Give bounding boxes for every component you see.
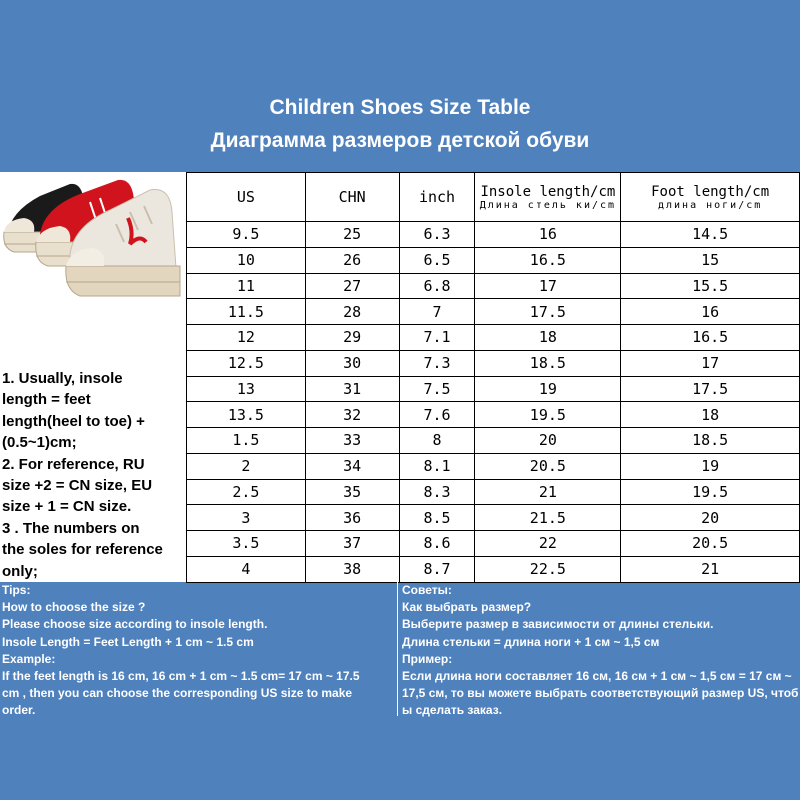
shoe-photo	[0, 172, 186, 312]
header-insole-en: Insole length/cm	[480, 183, 616, 200]
cell-chn: 33	[305, 428, 399, 454]
tip-line: Пример:	[402, 651, 453, 666]
note-line: 2. For reference, RU	[2, 455, 145, 473]
table-row	[187, 350, 800, 376]
title-band	[0, 84, 800, 170]
table-header-row	[187, 173, 800, 222]
tip-line: If the feet length is 16 cm, 16 cm + 1 cm ~ 1.5 cm= 17 cm ~ 17.5	[2, 669, 360, 684]
tip-line: Как выбрать размер?	[402, 600, 532, 615]
cell-insole: 17	[475, 273, 621, 299]
size-table-body	[187, 222, 800, 583]
note-line: 1. Usually, insole	[2, 370, 123, 387]
cell-insole: 17.5	[475, 299, 621, 325]
cell-foot: 18.5	[621, 428, 800, 454]
header-chn: CHN	[305, 173, 399, 222]
cell-inch: 7.3	[399, 350, 475, 376]
header-us: US	[187, 173, 306, 222]
cell-foot: 19.5	[621, 479, 800, 505]
cell-foot: 21	[621, 556, 800, 582]
cell-foot: 20	[621, 505, 800, 531]
cell-inch: 8.1	[399, 453, 475, 479]
header-foot-ru: длина ноги/cm	[657, 199, 763, 211]
table-row	[187, 531, 800, 557]
cell-chn: 37	[305, 531, 399, 557]
title-english: Children Shoes Size Table	[269, 96, 531, 119]
cell-us: 9.5	[187, 222, 306, 248]
cell-chn: 34	[305, 453, 399, 479]
cell-insole: 16	[475, 222, 621, 248]
cell-insole: 19	[475, 376, 621, 402]
cell-foot: 20.5	[621, 531, 800, 557]
cell-inch: 7.5	[399, 376, 475, 402]
note-line: size +2 = CN size, EU	[2, 477, 153, 495]
tip-line: Insole Length = Feet Length + 1 cm ~ 1.5 cm	[2, 634, 254, 649]
cell-chn: 26	[305, 247, 399, 273]
cell-insole: 20.5	[475, 453, 621, 479]
table-row	[187, 428, 800, 454]
table-row	[187, 325, 800, 351]
table-row	[187, 222, 800, 248]
header-foot-en: Foot length/cm	[651, 183, 770, 200]
tip-line: Example:	[2, 651, 56, 666]
cell-foot: 16.5	[621, 325, 800, 351]
header-insole-ru: Длина стель ки/cm	[479, 199, 617, 211]
cell-chn: 29	[305, 325, 399, 351]
cell-inch: 6.8	[399, 273, 475, 299]
tip-line: Please choose size according to insole length.	[2, 617, 268, 632]
size-table	[186, 172, 800, 583]
tip-line: 17,5 см, то вы можете выбрать соответствующий размер US, чтоб	[402, 686, 799, 701]
tip-line: cm , then you can choose the corresponding US size to make	[2, 686, 353, 701]
cell-insole: 21.5	[475, 505, 621, 531]
tip-line: Если длина ноги составляет 16 см, 16 см + 1 см ~ 1,5 см = 17 см ~	[402, 669, 792, 684]
note-line: length(heel to toe) +	[2, 412, 145, 430]
table-row	[187, 556, 800, 582]
cell-chn: 32	[305, 402, 399, 428]
table-row	[187, 505, 800, 531]
tip-line: Выберите размер в зависимости от длины стельки.	[402, 617, 714, 632]
header-foot	[621, 173, 800, 222]
title-russian: Диаграмма размеров детской обуви	[210, 129, 590, 152]
table-row	[187, 402, 800, 428]
cell-inch: 6.5	[399, 247, 475, 273]
cell-us: 13	[187, 376, 306, 402]
cell-insole: 21	[475, 479, 621, 505]
cell-foot: 15.5	[621, 273, 800, 299]
header-insole	[475, 173, 621, 222]
table-row	[187, 479, 800, 505]
cell-inch: 8.3	[399, 479, 475, 505]
cell-us: 3	[187, 505, 306, 531]
table-row	[187, 376, 800, 402]
cell-inch: 8.5	[399, 505, 475, 531]
cell-chn: 30	[305, 350, 399, 376]
cell-us: 2.5	[187, 479, 306, 505]
cell-foot: 19	[621, 453, 800, 479]
cell-insole: 20	[475, 428, 621, 454]
cell-foot: 17	[621, 350, 800, 376]
size-notes	[2, 368, 186, 582]
cell-us: 12	[187, 325, 306, 351]
cell-foot: 18	[621, 402, 800, 428]
tips-english	[0, 582, 398, 716]
cell-us: 10	[187, 247, 306, 273]
cell-chn: 27	[305, 273, 399, 299]
table-row	[187, 247, 800, 273]
cell-chn: 25	[305, 222, 399, 248]
cell-insole: 18.5	[475, 350, 621, 376]
header-inch: inch	[399, 173, 475, 222]
note-line: (0.5~1)cm;	[2, 434, 77, 452]
cell-us: 1.5	[187, 428, 306, 454]
tip-line: order.	[2, 703, 36, 718]
cell-insole: 22	[475, 531, 621, 557]
cell-chn: 31	[305, 376, 399, 402]
note-line: 3 . The numbers on	[2, 519, 140, 537]
cell-us: 13.5	[187, 402, 306, 428]
cell-chn: 28	[305, 299, 399, 325]
cell-chn: 38	[305, 556, 399, 582]
cell-us: 3.5	[187, 531, 306, 557]
cell-inch: 8	[399, 428, 475, 454]
cell-chn: 35	[305, 479, 399, 505]
cell-insole: 22.5	[475, 556, 621, 582]
cell-us: 4	[187, 556, 306, 582]
cell-inch: 8.7	[399, 556, 475, 582]
tip-line: Советы:	[402, 583, 452, 597]
cell-insole: 19.5	[475, 402, 621, 428]
note-line: size + 1 = CN size.	[2, 498, 132, 516]
cell-foot: 15	[621, 247, 800, 273]
note-line: length = feet	[2, 391, 91, 409]
cell-insole: 16.5	[475, 247, 621, 273]
cell-inch: 8.6	[399, 531, 475, 557]
cell-inch: 7	[399, 299, 475, 325]
table-row	[187, 453, 800, 479]
cell-chn: 36	[305, 505, 399, 531]
cell-insole: 18	[475, 325, 621, 351]
note-line: the soles for reference	[2, 541, 163, 559]
tip-line: ы сделать заказ.	[402, 703, 503, 718]
tip-line: Длина стельки = длина ноги + 1 см ~ 1,5 см	[402, 634, 660, 649]
cell-foot: 14.5	[621, 222, 800, 248]
cell-foot: 16	[621, 299, 800, 325]
cell-us: 2	[187, 453, 306, 479]
cell-us: 12.5	[187, 350, 306, 376]
left-panel	[0, 172, 186, 582]
cell-inch: 6.3	[399, 222, 475, 248]
cell-us: 11	[187, 273, 306, 299]
cell-us: 11.5	[187, 299, 306, 325]
table-row	[187, 273, 800, 299]
cell-foot: 17.5	[621, 376, 800, 402]
cell-inch: 7.1	[399, 325, 475, 351]
cell-inch: 7.6	[399, 402, 475, 428]
tip-line: Tips:	[2, 583, 31, 597]
note-line: only;	[2, 562, 38, 580]
tip-line: How to choose the size ?	[2, 600, 146, 615]
table-row	[187, 299, 800, 325]
tips-russian	[400, 582, 800, 716]
